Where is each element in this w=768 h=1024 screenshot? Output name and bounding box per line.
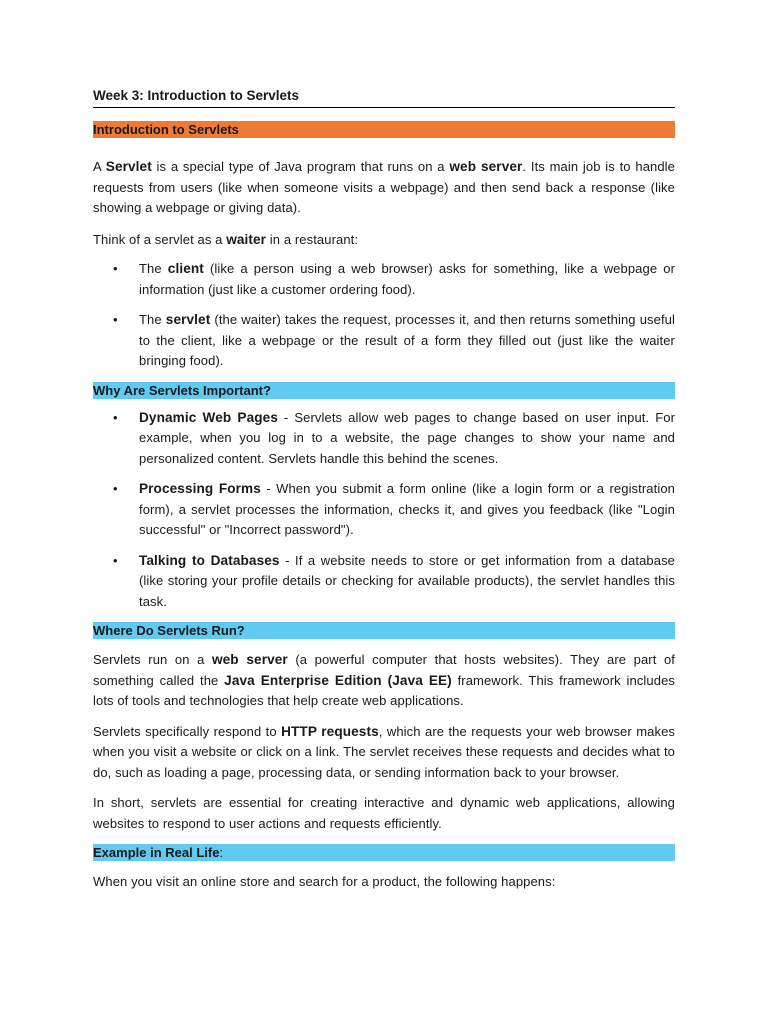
text-run: Think of a servlet as a: [93, 231, 227, 247]
list-item: [93, 259, 675, 300]
bold-term: Dynamic Web Pages: [139, 409, 278, 425]
text-run: The: [139, 312, 166, 327]
example-paragraph: When you visit an online store and search for a product, the following happens:: [93, 874, 556, 889]
text-run: - When you submit a form online (like a login form or a registration form), a servlet processes the information, checks it, and gives you feedback (like "Login successful" or "Incorrect password").: [139, 481, 675, 537]
list-item: [93, 551, 675, 613]
bold-term: servlet: [165, 312, 211, 327]
section-heading-intro: Introduction to Servlets: [93, 121, 675, 138]
text-run: in a restaurant:: [266, 231, 359, 247]
importance-list: [93, 408, 675, 613]
text-run: framework. This framework includes lots of tools and technologies that help create web applications.: [93, 672, 675, 708]
list-item-text: [139, 551, 675, 613]
intro-paragraph: [93, 157, 675, 219]
bold-term: Java Enterprise Edition (Java EE): [224, 672, 452, 688]
text-run: , which are the requests your web browser makes when you visit a website or click on a link. The servlet receives these requests and decides what to do, such as loading a page, processing data, or sending information back to your browser.: [93, 723, 675, 780]
text-run: is a special type of Java program that runs on a: [151, 159, 450, 174]
page-title: Week 3: Introduction to Servlets: [93, 86, 675, 108]
text-run: - Servlets allow web pages to change based on user input. For example, when you log in to a website, the page changes to show your name and personalized content. Servlets handle this behind the scenes.: [139, 409, 676, 466]
list-item: [93, 310, 675, 372]
list-item: [93, 408, 675, 470]
bullet-icon: •: [113, 312, 118, 327]
heading-colon: :: [219, 845, 224, 860]
bold-term: Talking to Databases: [139, 552, 280, 568]
heading-text: Example in Real Life: [93, 845, 220, 860]
list-item-text: [139, 259, 675, 300]
list-item-text: [139, 310, 675, 372]
text-run: (a powerful computer that hosts websites). They are part of something called the: [93, 652, 675, 688]
text-run: Servlets specifically respond to: [93, 723, 282, 739]
bold-term: waiter: [226, 231, 267, 247]
where-paragraph-1: [93, 650, 675, 712]
bold-term: web server: [449, 159, 523, 174]
list-item-text: [139, 479, 675, 541]
section-heading-where: Where Do Servlets Run?: [93, 622, 675, 639]
bold-term: HTTP requests: [281, 723, 379, 739]
text-run: - If a website needs to store or get information from a database (like storing your profile details or checking for available products), the servlet handles this task.: [139, 552, 676, 609]
bold-term: web server: [211, 652, 288, 667]
where-paragraph-3: In short, servlets are essential for creating interactive and dynamic web applications, allowing websites to respond to user actions and requests efficiently.: [93, 795, 675, 831]
text-run: (the waiter) takes the request, processes it, and then returns something useful to the client, like a webpage or the result of a form they filled out (just like the waiter bringing food).: [139, 312, 675, 368]
text-run: A: [93, 159, 106, 174]
bold-term: Processing Forms: [139, 481, 261, 496]
section-heading-why: Why Are Servlets Important?: [93, 382, 675, 399]
list-item-text: [139, 408, 675, 470]
bullet-icon: •: [113, 409, 118, 425]
text-run: . Its main job is to handle requests from users (like when someone visits a webpage) and then send back a response (like showing a webpage or giving data).: [93, 159, 676, 215]
text-run: Servlets run on a: [93, 652, 212, 667]
analogy-paragraph: [93, 230, 675, 251]
where-paragraph-2: [93, 722, 675, 784]
bullet-icon: •: [113, 261, 118, 276]
bullet-icon: •: [113, 481, 118, 496]
bullet-icon: •: [113, 552, 118, 568]
text-run: (like a person using a web browser) asks for something, like a webpage or information (just like a customer ordering food).: [139, 261, 675, 297]
analogy-list: [93, 259, 675, 372]
list-item: [93, 479, 675, 541]
text-run: The: [139, 261, 168, 276]
bold-term: client: [167, 261, 204, 276]
section-heading-example: [93, 844, 675, 861]
document-content: [93, 86, 675, 893]
bold-term: Servlet: [105, 159, 152, 174]
